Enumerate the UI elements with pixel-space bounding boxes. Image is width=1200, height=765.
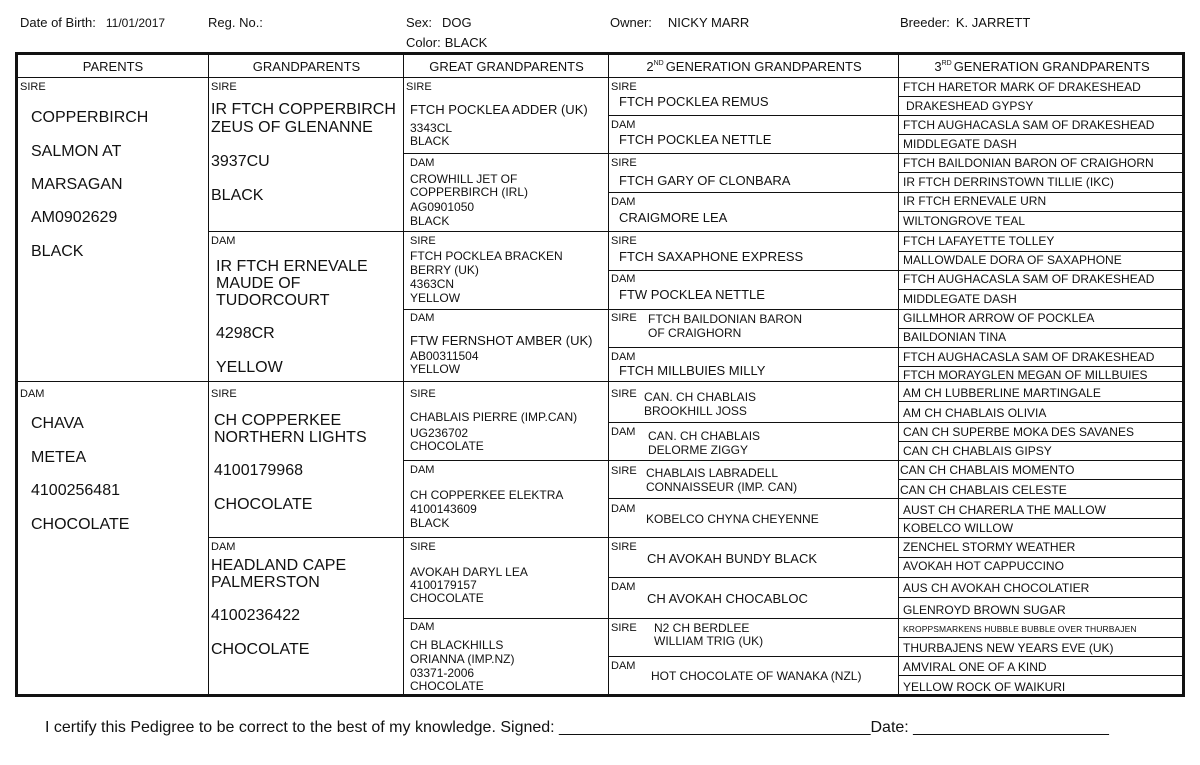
parent-dam-line: CHOCOLATE [31,516,130,533]
gen3-line: FTCH AUGHACASLA SAM OF DRAKESHEAD [903,272,1155,286]
divider [898,637,1185,638]
great-grandparent-line: YELLOW [410,362,461,376]
gen2-line: CH AVOKAH CHOCABLOC [647,591,808,606]
color-value: BLACK [444,35,488,50]
gen2-line: CRAIGMORE LEA [619,210,728,225]
dam-label: DAM [410,312,435,324]
reg-label: Reg. No.: [208,15,263,30]
grandparent-line: PALMERSTON [211,574,320,591]
divider [898,172,1185,173]
gen2-line: WILLIAM TRIG (UK) [654,634,764,648]
gen3-line: FTCH HARETOR MARK OF DRAKESHEAD [903,80,1141,94]
gen2-line: OF CRAIGHORN [648,326,742,340]
divider [898,597,1185,598]
col-header-gen3: 3 $^{RD}$ GENERATION GRANDPARENTS [899,55,1185,78]
gen3-line: FTCH AUGHACASLA SAM OF DRAKESHEAD [903,118,1155,132]
great-grandparent-line: ORIANNA (IMP.NZ) [410,652,515,666]
grandparent-line: MAUDE OF [216,275,301,292]
reg-field [208,15,263,30]
col-header-gen2: 2 $^{ND}$ GENERATION GRANDPARENTS [609,55,899,78]
gen3-line: CAN CH CHABLAIS CELESTE [900,483,1067,497]
grandparent-line: NORTHERN LIGHTS [214,429,367,446]
great-grandparent-line: BLACK [410,134,450,148]
great-grandparent-line: COPPERBIRCH (IRL) [410,185,529,199]
great-grandparent-line: AB00311504 [410,349,479,363]
divider [403,460,1185,461]
gen3-line: CAN CH CHABLAIS GIPSY [903,444,1052,458]
dob-value: 11/01/2017 [105,16,166,30]
gen3-line: ZENCHEL STORMY WEATHER [903,540,1076,554]
divider [898,55,899,694]
gen3-line: AMVIRAL ONE OF A KIND [903,660,1047,674]
sex-field [406,15,472,30]
gen3-line: IR FTCH DERRINSTOWN TILLIE (IKC) [903,175,1114,189]
great-grandparent-line: CHOCOLATE [410,679,484,693]
grandparent-line: IR FTCH ERNEVALE [216,258,368,275]
great-grandparent-line: 3343CL [410,121,453,135]
grandparent-line: ZEUS OF GLENANNE [211,119,373,136]
gen3-line: KOBELCO WILLOW [903,521,1014,535]
sire-label: SIRE [406,81,432,93]
sire-label: SIRE [20,81,46,93]
gen2-line: CONNAISSEUR (IMP. CAN) [646,480,798,494]
dam-label: DAM [611,196,636,208]
divider [403,153,1185,154]
great-grandparent-line: CROWHILL JET OF [410,172,518,186]
grandparent-line: YELLOW [216,359,283,376]
divider [608,347,1185,348]
grandparent-line: BLACK [211,187,264,204]
great-grandparent-line: CH BLACKHILLS [410,638,504,652]
parent-dam-line: METEA [31,449,87,466]
owner-field [610,15,749,30]
great-grandparent-line: 4100179157 [410,578,477,592]
gen3-line: AUST CH CHARERLA THE MALLOW [903,503,1106,517]
dam-label: DAM [611,503,636,515]
gen3-line: IR FTCH ERNEVALE URN [903,194,1047,208]
gen2-line: FTW POCKLEA NETTLE [619,287,765,302]
grandparent-line: CHOCOLATE [214,496,313,513]
breeder-field [900,15,1030,30]
dam-label: DAM [611,119,636,131]
grandparent-line: 4100179968 [214,462,303,479]
owner-value: NICKY MARR [667,15,750,30]
dam-label: DAM [211,235,236,247]
gen2-line: HOT CHOCOLATE OF WANAKA (NZL) [651,669,862,683]
parent-dam-line: 4100256481 [31,482,120,499]
divider [898,328,1185,329]
sire-label: SIRE [611,235,637,247]
gen3-line: GILLMHOR ARROW OF POCKLEA [903,311,1095,325]
divider [898,518,1185,519]
dam-label: DAM [611,660,636,672]
color-label: Color: [406,35,441,50]
gen3-label: GENERATION GRANDPARENTS [953,58,1150,74]
great-grandparent-line: CHOCOLATE [410,591,484,605]
sire-label: SIRE [410,541,436,553]
dam-label: DAM [611,581,636,593]
gen3-line: FTCH BAILDONIAN BARON OF CRAIGHORN [903,156,1154,170]
sire-label: SIRE [211,388,237,400]
great-grandparent-line: FTCH POCKLEA BRACKEN [410,249,563,263]
divider [208,55,209,694]
gen3-line: MIDDLEGATE DASH [903,292,1017,306]
grandparent-line: 4298CR [216,325,275,342]
grandparent-line: 3937CU [211,153,270,170]
gen2-label: GENERATION GRANDPARENTS [665,58,862,74]
dam-label: DAM [611,351,636,363]
divider [608,55,609,694]
sire-label: SIRE [611,388,637,400]
sire-label: SIRE [611,157,637,169]
divider [898,134,1185,135]
parent-sire-line: AM0902629 [31,209,118,226]
dam-label: DAM [410,157,435,169]
divider [608,577,1185,578]
gen2-line: KOBELCO CHYNA CHEYENNE [646,512,819,526]
great-grandparent-line: CHABLAIS PIERRE (IMP.CAN) [410,410,578,424]
color-field [406,35,487,50]
great-grandparent-line: FTCH POCKLEA ADDER (UK) [410,102,588,117]
grandparent-line: IR FTCH COPPERBIRCH [211,101,396,118]
gen2-line: DELORME ZIGGY [648,443,749,457]
divider [898,366,1185,367]
gen3-line: YELLOW ROCK OF WAIKURI [903,680,1066,694]
gen2-line: FTCH BAILDONIAN BARON [648,312,803,326]
sex-value: DOG [442,15,472,30]
divider [898,479,1185,480]
great-grandparent-line: UG236702 [410,426,469,440]
col-header-grandparents: GRANDPARENTS [209,55,404,78]
dam-label: DAM [20,388,45,400]
parent-sire-line: MARSAGAN [31,176,123,193]
dam-label: DAM [410,621,435,633]
col-header-parents: PARENTS [18,55,208,78]
gen3-line: MALLOWDALE DORA OF SAXAPHONE [903,253,1122,267]
great-grandparent-line: AG0901050 [410,200,475,214]
sire-label: SIRE [611,541,637,553]
great-grandparent-line: BLACK [410,214,450,228]
divider [898,289,1185,290]
grandparent-line: CH COPPERKEE [214,412,342,429]
gen2-sup: ND [653,59,664,67]
gen3-line: AM CH LUBBERLINE MARTINGALE [903,386,1101,400]
sire-label: SIRE [211,81,237,93]
sire-label: SIRE [611,312,637,324]
pedigree-table [15,52,1185,697]
great-grandparent-line: CH COPPERKEE ELEKTRA [410,488,564,502]
divider [898,441,1185,442]
divider [898,96,1185,97]
divider [608,115,1185,116]
gen3-line: AUS CH AVOKAH CHOCOLATIER [903,581,1090,595]
gen2-line: FTCH POCKLEA NETTLE [619,132,772,147]
divider [898,211,1185,212]
divider [898,401,1185,402]
sire-label: SIRE [611,622,637,634]
gen2-line: FTCH GARY OF CLONBARA [619,173,791,188]
gen2-line: BROOKHILL JOSS [644,404,747,418]
divider [208,537,1185,538]
owner-label: Owner: [610,15,652,30]
gen3-line: GLENROYD BROWN SUGAR [903,603,1066,617]
divider [898,251,1185,252]
divider [608,270,1185,271]
gen3-line: FTCH MORAYGLEN MEGAN OF MILLBUIES [903,368,1148,382]
divider [608,192,1185,193]
parent-sire-line: COPPERBIRCH [31,109,149,126]
gen2-line: FTCH MILLBUIES MILLY [619,363,766,378]
great-grandparent-line: FTW FERNSHOT AMBER (UK) [410,333,593,348]
gen3-line: THURBAJENS NEW YEARS EVE (UK) [903,641,1114,655]
breeder-label: Breeder: [900,15,950,30]
parent-sire-line: SALMON AT [31,143,122,160]
gen3-line: DRAKESHEAD GYPSY [906,99,1034,113]
great-grandparent-line: BLACK [410,516,450,530]
grandparent-line: CHOCOLATE [211,641,310,658]
great-grandparent-line: 4100143609 [410,502,477,516]
gen3-line: KROPPSMARKENS HUBBLE BUBBLE OVER THURBAJEN [903,624,1137,634]
great-grandparent-line: AVOKAH DARYL LEA [410,565,528,579]
certification-line: I certify this Pedigree to be correct to the best of my knowledge. Signed: ___________________________________Date: ______________________ [45,719,1109,736]
dob-field [20,15,165,30]
gen2-line: N2 CH BERDLEE [654,621,750,635]
divider [608,656,1185,657]
divider [403,55,404,694]
gen3-line: AVOKAH HOT CAPPUCCINO [903,559,1064,573]
gen3-line: CAN CH SUPERBE MOKA DES SAVANES [903,425,1134,439]
gen3-sup: RD [941,59,952,67]
divider [898,557,1185,558]
grandparent-line: TUDORCOURT [216,292,330,309]
gen2-line: CAN. CH CHABLAIS [644,390,757,404]
great-grandparent-line: BERRY (UK) [410,263,479,277]
parent-dam-line: CHAVA [31,415,84,432]
dam-label: DAM [611,426,636,438]
great-grandparent-line: 4363CN [410,277,455,291]
dam-label: DAM [611,273,636,285]
gen2-line: CH AVOKAH BUNDY BLACK [647,551,818,566]
gen2-line: CHABLAIS LABRADELL [646,466,779,480]
divider [403,309,1185,310]
gen3-line: FTCH LAFAYETTE TOLLEY [903,234,1055,248]
dam-label: DAM [211,541,236,553]
gen2-line: CAN. CH CHABLAIS [648,429,761,443]
sire-label: SIRE [410,388,436,400]
divider [608,498,1185,499]
dob-label: Date of Birth: [20,15,96,30]
sire-label: SIRE [410,235,436,247]
great-grandparent-line: CHOCOLATE [410,439,484,453]
divider [208,231,1185,232]
dam-label: DAM [410,464,435,476]
sire-label: SIRE [611,81,637,93]
gen2-line: FTCH SAXAPHONE EXPRESS [619,249,804,264]
gen3-line: FTCH AUGHACASLA SAM OF DRAKESHEAD [903,350,1155,364]
gen3-line: BAILDONIAN TINA [903,330,1007,344]
grandparent-line: HEADLAND CAPE [211,557,347,574]
gen3-line: CAN CH CHABLAIS MOMENTO [900,463,1075,477]
sex-label: Sex: [406,15,433,30]
sire-label: SIRE [611,465,637,477]
gen2-line: FTCH POCKLEA REMUS [619,94,769,109]
great-grandparent-line: YELLOW [410,291,461,305]
gen3-line: WILTONGROVE TEAL [903,214,1026,228]
divider [898,675,1185,676]
great-grandparent-line: 03371-2006 [410,666,475,680]
parent-sire-line: BLACK [31,243,84,260]
col-header-great-grandparents: GREAT GRANDPARENTS [404,55,609,78]
gen3-line: MIDDLEGATE DASH [903,137,1017,151]
grandparent-line: 4100236422 [211,607,300,624]
breeder-value: K. JARRETT [955,15,1031,30]
gen3-line: AM CH CHABLAIS OLIVIA [903,406,1047,420]
divider [403,618,1185,619]
divider [608,422,1185,423]
